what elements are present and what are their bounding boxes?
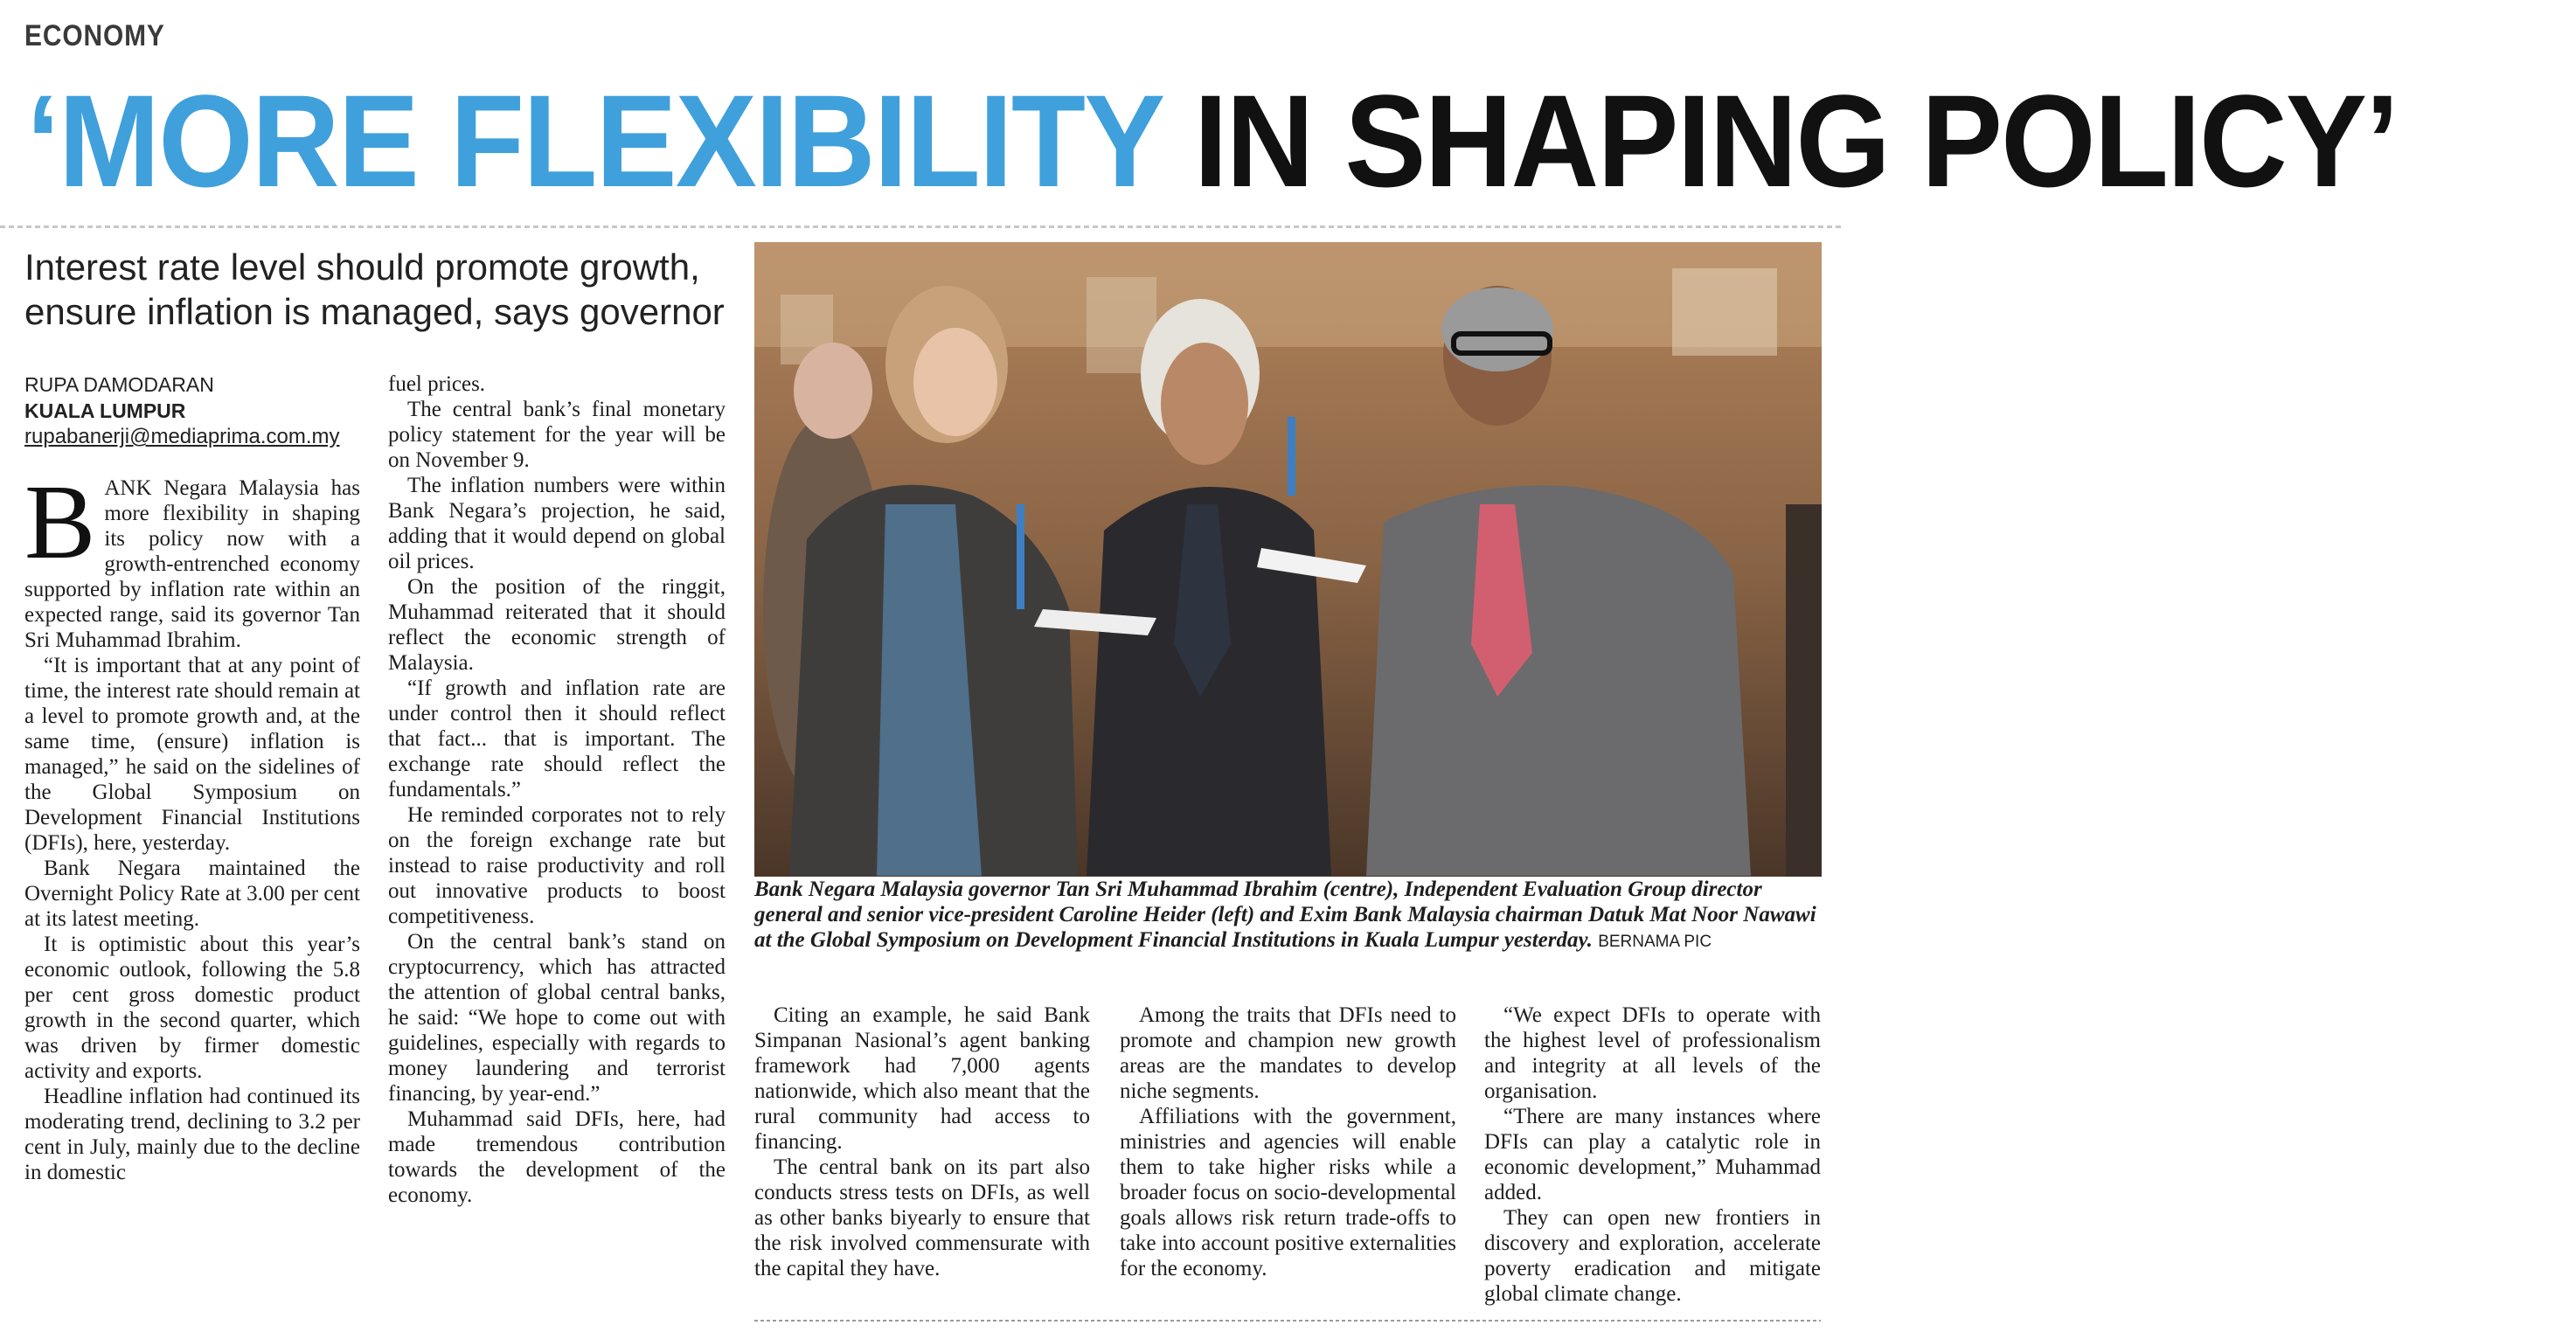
headline-rest: IN SHAPING POLICY’ [1161, 67, 2398, 214]
paragraph [24, 463, 360, 653]
paragraph: Muhammad said DFIs, here, had made tremendous contribution towards the development of the economy. [388, 1107, 726, 1207]
article-column-3 [754, 1002, 1090, 1281]
article-column-5 [1484, 1002, 1821, 1307]
paragraph: Citing an example, he said Bank Simpanan Nasional’s agent banking framework had 7,000 agents nationwide, which also meant that the rural community had access to financing. [754, 1003, 1090, 1154]
section-label: ECONOMY [24, 19, 165, 52]
article-column-4 [1120, 1002, 1456, 1281]
paragraph: The central bank’s final monetary policy statement for the year will be on November 9. [388, 398, 726, 472]
paragraph: “We expect DFIs to operate with the highest level of professionalism and integrity at all levels of the organisation. [1484, 1003, 1821, 1103]
news-photo [754, 242, 1822, 877]
paragraph: On the position of the ringgit, Muhammad reiterated that it should reflect the economic strength of Malaysia. [388, 575, 726, 675]
photo-credit: BERNAMA PIC [1598, 933, 1712, 951]
paragraph: “If growth and inflation rate are under control then it should reflect that fact... that is important. The exchange rate should reflect the fundamentals.” [388, 676, 726, 801]
photo-caption [754, 877, 1825, 954]
paragraph: “There are many instances where DFIs can play a catalytic role in economic development,” Muhammad added. [1484, 1105, 1821, 1204]
paragraph: fuel prices. [388, 372, 486, 396]
paragraph: Headline inflation had continued its moderating trend, declining to 3.2 per cent in July, mainly due to the decline in domestic [24, 1085, 360, 1184]
paragraph: On the central bank’s stand on cryptocurrency, which has attracted the attention of global central banks, he said: “We hope to come out with guidelines, especially with regards to money laundering and terrorist financing, by year-end.” [388, 930, 726, 1106]
photo-illustration [754, 242, 1822, 877]
drop-cap: B [24, 463, 96, 581]
paragraph: “It is important that at any point of time, the interest rate should remain at a level to promote growth and, at the same time, (ensure) inflation is managed,” he said on the sidelines of the Global Symposium on Development Financial Institutions (DFIs), here, yesterday. [24, 654, 360, 855]
headline-accent: ‘MORE FLEXIBILITY [26, 67, 1162, 214]
standfirst: Interest rate level should promote growth, ensure inflation is managed, says governor [24, 246, 725, 332]
byline-email[interactable]: rupabanerji@mediaprima.com.my [24, 425, 340, 448]
paragraph: He reminded corporates not to rely on the foreign exchange rate but instead to raise productivity and roll out innovative products to boost competitiveness. [388, 803, 726, 928]
bottom-divider [754, 1320, 1821, 1322]
byline [24, 371, 374, 450]
article-column-2 [388, 371, 726, 1208]
byline-author: RUPA DAMODARAN [24, 373, 214, 396]
headline-divider [0, 225, 1842, 228]
paragraph: Affiliations with the government, ministries and agencies will enable them to take higher risks while a broader focus on socio-developmental goals allows risk return trade-offs to take into account positive externalities for the economy. [1120, 1105, 1456, 1280]
paragraph: The central bank on its part also conducts stress tests on DFIs, as well as other banks biyearly to ensure that the risk involved commensurate with the capital they have. [754, 1155, 1090, 1280]
byline-city: KUALA LUMPUR [24, 399, 186, 422]
paragraph: Bank Negara maintained the Overnight Policy Rate at 3.00 per cent at its latest meeting. [24, 857, 360, 931]
caption-text: Bank Negara Malaysia governor Tan Sri Muhammad Ibrahim (centre), Independent Evaluation Group director general and senior vice-president Caroline Heider (left) and Exim Bank Malaysia chairman Datuk Mat Noor Nawawi at the Global Symposium on Development Financial Institutions in Kuala Lumpur yesterday. [754, 878, 1816, 952]
paragraph: Among the traits that DFIs need to promote and champion new growth areas are the mandates to develop niche segments. [1120, 1003, 1456, 1103]
paragraph: It is optimistic about this year’s economic outlook, following the 5.8 per cent gross domestic product growth in the second quarter, which was driven by firmer domestic activity and exports. [24, 933, 360, 1083]
paragraph: They can open new frontiers in discovery and exploration, accelerate poverty eradication and mitigate global climate change. [1484, 1206, 1821, 1306]
paragraph-text: ANK Negara Malaysia has more flexibility in shaping its policy now with a growth-entrenched economy supported by inflation rate within an expected range, said its governor Tan Sri Muhammad Ibrahim. [24, 476, 360, 652]
article-column-1 [24, 463, 360, 1185]
paragraph: The inflation numbers were within Bank Negara’s projection, he said, adding that it would depend on global oil prices. [388, 474, 726, 573]
headline [26, 67, 2398, 214]
